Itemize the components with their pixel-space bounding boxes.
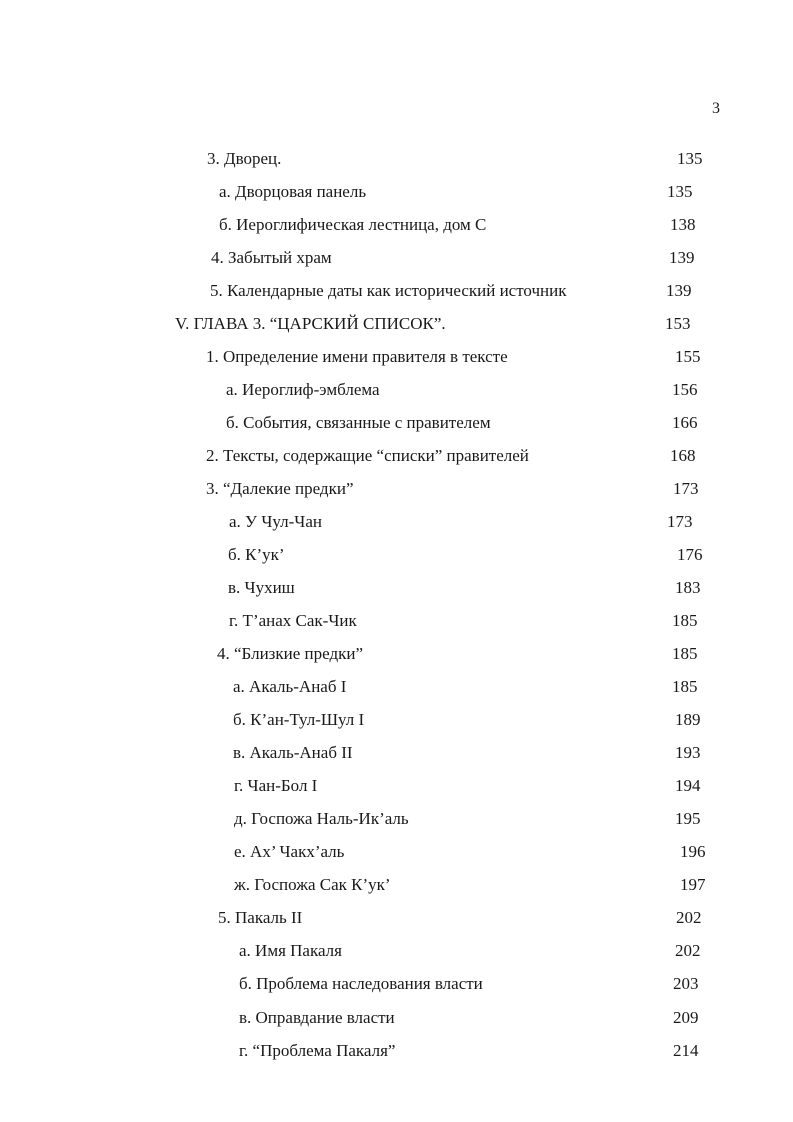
- toc-entry-label: г. “Проблема Пакаля”: [239, 1041, 396, 1060]
- toc-entry-page: 156: [672, 380, 698, 399]
- toc-entry: [0, 344, 793, 370]
- toc-entry: [0, 740, 793, 766]
- toc-entry-page: 202: [675, 941, 701, 960]
- toc-entry-page: 155: [675, 347, 701, 366]
- toc-entry: [0, 938, 793, 964]
- toc-entry-page: 214: [673, 1041, 699, 1060]
- toc-entry: [0, 905, 793, 931]
- toc-entry-page: 168: [670, 446, 696, 465]
- toc-entry-page: 153: [665, 314, 691, 333]
- toc-entry-label: в. Оправдание власти: [239, 1008, 395, 1027]
- toc-entry: [0, 278, 793, 304]
- toc-entry-page: 196: [680, 842, 706, 861]
- toc-entry-label: б. Иероглифическая лестница, дом С: [219, 215, 487, 234]
- toc-entry: [0, 971, 793, 997]
- toc-entry-label: а. Акаль-Анаб I: [233, 677, 347, 696]
- toc-entry-page: 197: [680, 875, 706, 894]
- toc-entry: [0, 1038, 793, 1064]
- toc-entry: [0, 707, 793, 733]
- toc-entry: [0, 311, 793, 337]
- toc-entry-label: 2. Тексты, содержащие “списки” правителей: [206, 446, 529, 465]
- toc-entry-page: 183: [675, 578, 701, 597]
- toc-entry-label: ж. Госпожа Сак К’ук’: [234, 875, 391, 894]
- page-number: 3: [712, 100, 720, 117]
- toc-entry-label: б. К’ук’: [228, 545, 285, 564]
- toc-entry-label: в. Чухиш: [228, 578, 295, 597]
- toc-entry-label: а. Иероглиф-эмблема: [226, 380, 380, 399]
- toc-entry: [0, 773, 793, 799]
- toc-entry-label: а. Имя Пакаля: [239, 941, 342, 960]
- toc-entry-label: д. Госпожа Наль-Ик’аль: [234, 809, 409, 828]
- toc-entry-label: а. Дворцовая панель: [219, 182, 367, 201]
- toc-entry-page: 173: [667, 512, 693, 531]
- toc-entry-page: 202: [676, 908, 702, 927]
- toc-entry-label: 3. Дворец.: [207, 149, 282, 168]
- toc-entry-label: 5. Пакаль II: [218, 908, 303, 927]
- toc-entry-page: 135: [677, 149, 703, 168]
- toc-entry: [0, 245, 793, 271]
- toc-entry: [0, 179, 793, 205]
- toc-entry-page: 203: [673, 974, 699, 993]
- toc-entry-label: а. У Чул-Чан: [229, 512, 322, 531]
- toc-entry-page: 135: [667, 182, 693, 201]
- toc-entry-page: 209: [673, 1008, 699, 1027]
- toc-entry-label: е. Ах’ Чакх’аль: [234, 842, 345, 861]
- toc-entry-page: 138: [670, 215, 696, 234]
- toc-entry-label: г. Т’анах Сак-Чик: [229, 611, 357, 630]
- toc-entry-page: 185: [672, 644, 698, 663]
- toc-entry: [0, 476, 793, 502]
- toc-entry: [0, 509, 793, 535]
- toc-entry-page: 189: [675, 710, 701, 729]
- toc-entry-page: 193: [675, 743, 701, 762]
- toc-entry: [0, 806, 793, 832]
- toc-entry-label: в. Акаль-Анаб II: [233, 743, 353, 762]
- toc-entry: [0, 1005, 793, 1031]
- toc-entry: [0, 410, 793, 436]
- toc-entry-label: б. Проблема наследования власти: [239, 974, 483, 993]
- toc-entry: [0, 146, 793, 172]
- toc-entry: [0, 872, 793, 898]
- toc-entry-page: 195: [675, 809, 701, 828]
- toc-entry-label: 5. Календарные даты как исторический источник: [210, 281, 567, 300]
- toc-entry-page: 139: [669, 248, 695, 267]
- toc-entry-label: г. Чан-Бол I: [234, 776, 318, 795]
- toc-entry: [0, 839, 793, 865]
- toc-entry-label: 1. Определение имени правителя в тексте: [206, 347, 508, 366]
- toc-entry-page: 185: [672, 611, 698, 630]
- toc-entry-page: 185: [672, 677, 698, 696]
- toc-entry-page: 166: [672, 413, 698, 432]
- toc-entry-label: б. События, связанные с правителем: [226, 413, 491, 432]
- toc-entry: [0, 377, 793, 403]
- toc-entry-label: 3. “Далекие предки”: [206, 479, 354, 498]
- toc-entry-label: 4. “Близкие предки”: [217, 644, 364, 663]
- toc-entry-page: 139: [666, 281, 692, 300]
- toc-entry: [0, 641, 793, 667]
- toc-entry: [0, 542, 793, 568]
- toc-entry-page: 194: [675, 776, 701, 795]
- toc-entry: [0, 674, 793, 700]
- toc-entry-label: б. К’ан-Тул-Шул I: [233, 710, 365, 729]
- toc-entry-label: 4. Забытый храм: [211, 248, 332, 267]
- toc-entry-label: V. ГЛАВА 3. “ЦАРСКИЙ СПИСОК”.: [175, 314, 446, 333]
- toc-entry-page: 173: [673, 479, 699, 498]
- toc-entry: [0, 212, 793, 238]
- toc-entry-page: 176: [677, 545, 703, 564]
- toc-entry: [0, 608, 793, 634]
- toc-entry: [0, 443, 793, 469]
- toc-entry: [0, 575, 793, 601]
